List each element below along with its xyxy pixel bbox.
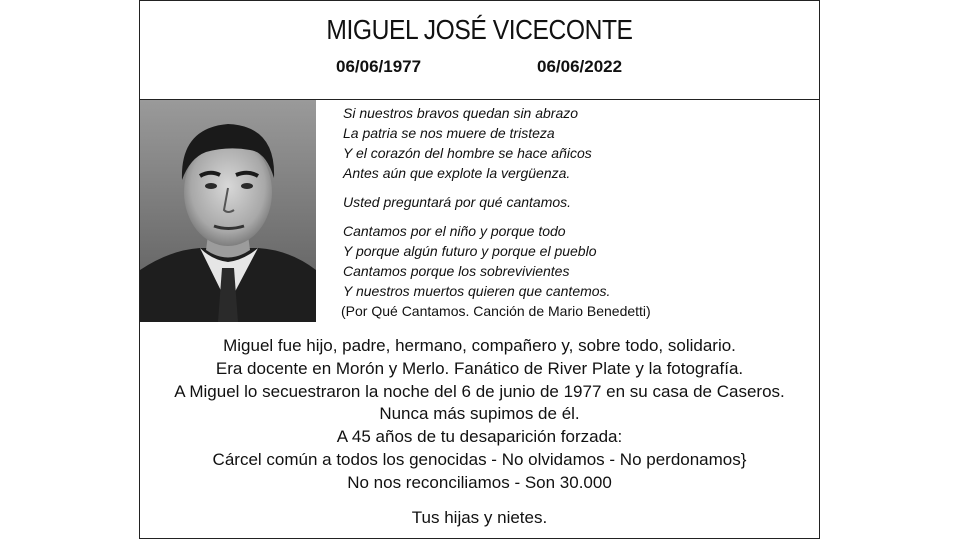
person-name: MIGUEL JOSÉ VICECONTE xyxy=(326,14,633,45)
poem-stanza xyxy=(343,221,813,301)
poem-line: La patria se nos muere de tristeza xyxy=(343,125,555,141)
poem-stanza xyxy=(343,192,813,212)
tribute-line: A 45 años de tu desaparición forzada: xyxy=(336,427,623,447)
signature: Tus hijas y nietes. xyxy=(411,508,548,527)
tribute-line: No nos reconciliamos - Son 30.000 xyxy=(347,472,612,492)
poem-line: Y nuestros muertos quieren que cantemos. xyxy=(343,283,611,299)
portrait-image xyxy=(140,100,316,322)
tribute-text xyxy=(140,335,819,495)
poem xyxy=(341,103,813,319)
poem-stanza xyxy=(343,103,813,183)
portrait-photo xyxy=(140,100,316,322)
notice-header xyxy=(140,1,819,100)
poem-line: Cantamos por el niño y porque todo xyxy=(343,223,566,239)
poem-line: Y porque algún futuro y porque el pueblo xyxy=(343,243,597,259)
tribute-line: Nunca más supimos de él. xyxy=(379,404,580,424)
memorial-notice xyxy=(139,0,820,539)
poem-line: Cantamos porque los sobrevivientes xyxy=(343,263,570,279)
tribute-line: Miguel fue hijo, padre, hermano, compañero y, sobre todo, solidario. xyxy=(223,336,736,355)
date-left: 06/06/1977 xyxy=(336,57,422,76)
poem-credit: (Por Qué Cantamos. Canción de Mario Benedetti) xyxy=(341,303,651,319)
tribute-line: A Miguel lo secuestraron la noche del 6 de junio de 1977 en su casa de Caseros. xyxy=(174,381,785,401)
poem-line: Antes aún que explote la vergüenza. xyxy=(343,165,571,181)
poem-line: Si nuestros bravos quedan sin abrazo xyxy=(343,105,579,121)
tribute-line: Cárcel común a todos los genocidas - No olvidamos - No perdonamos} xyxy=(212,449,747,469)
poem-line: Usted preguntará por qué cantamos. xyxy=(343,194,572,210)
tribute-line: Era docente en Morón y Merlo. Fanático de River Plate y la fotografía. xyxy=(215,358,744,378)
date-right: 06/06/2022 xyxy=(537,57,623,76)
poem-line: Y el corazón del hombre se hace añicos xyxy=(343,145,592,161)
